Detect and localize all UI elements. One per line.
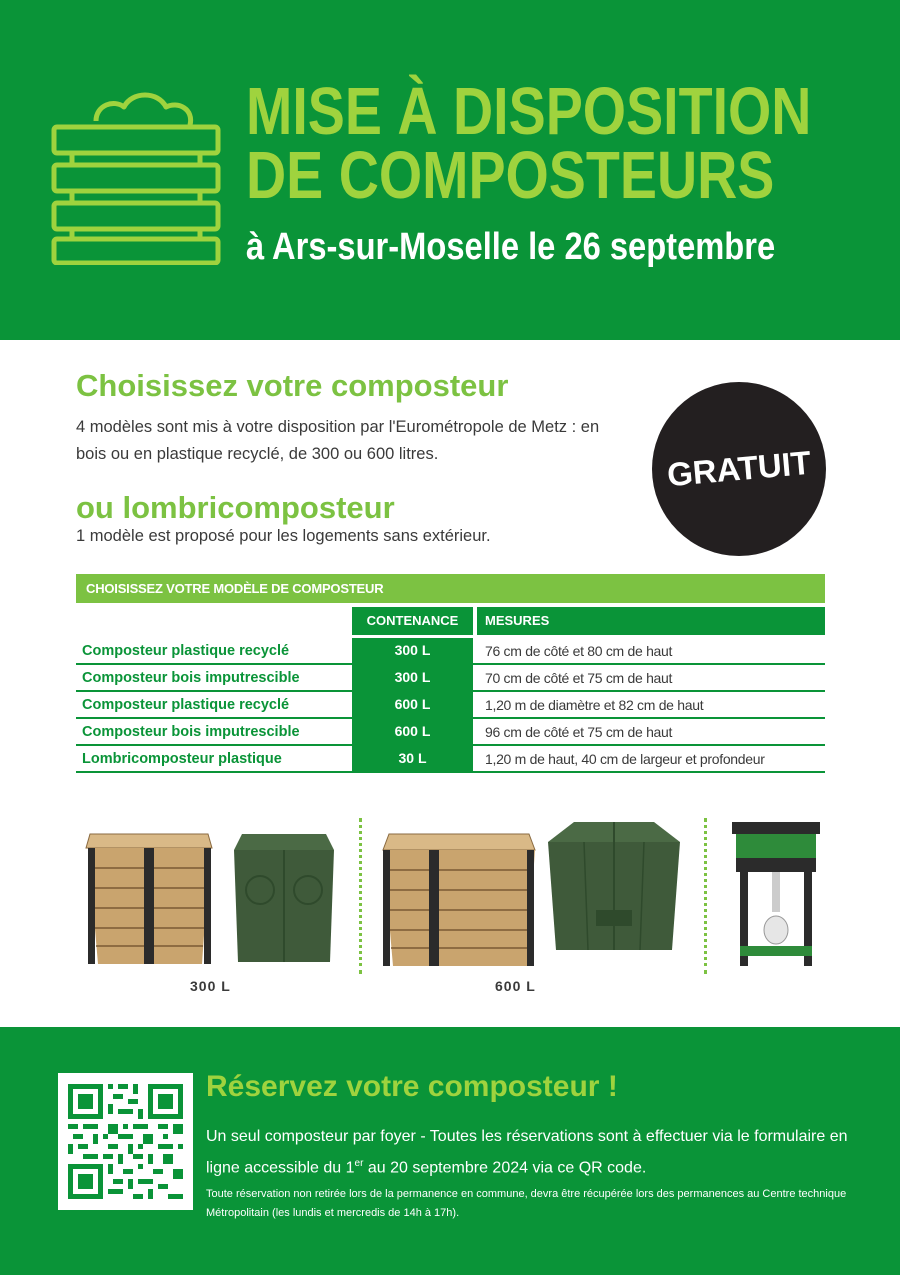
table-title: CHOISISSEZ VOTRE MODÈLE DE COMPOSTEUR	[76, 574, 825, 603]
model-measures: 70 cm de côté et 75 cm de haut	[485, 670, 673, 686]
heading-vermicomposter: ou lombricomposteur	[76, 490, 395, 525]
header-banner	[0, 0, 900, 340]
model-capacity: 600 L	[352, 719, 473, 744]
vermicomposter-image	[728, 820, 824, 970]
product-divider	[704, 818, 707, 974]
product-divider	[359, 818, 362, 974]
model-name: Lombricomposteur plastique	[82, 751, 282, 767]
plastic-composter-600-image	[544, 818, 684, 954]
wooden-composter-600-image	[381, 826, 537, 970]
table-row	[76, 692, 825, 719]
volume-label-600: 600 L	[495, 978, 536, 994]
heading-choose-composter: Choisissez votre composteur	[76, 368, 509, 403]
model-measures: 1,20 m de diamètre et 82 cm de haut	[485, 697, 704, 713]
model-capacity: 300 L	[352, 638, 473, 663]
plastic-composter-300-image	[232, 830, 336, 964]
reserve-text	[206, 1123, 866, 1181]
table-row	[76, 665, 825, 692]
volume-label-300: 300 L	[190, 978, 231, 994]
free-badge	[652, 382, 826, 556]
reserve-text-part2: au 20 septembre 2024 via ce QR code.	[363, 1159, 647, 1177]
column-header-capacity: CONTENANCE	[352, 607, 473, 635]
intro-text: 4 modèles sont mis à votre disposition par l'Eurométropole de Metz : en bois ou en plastique recyclé, de 300 ou 600 litres.	[76, 418, 600, 463]
model-measures: 96 cm de côté et 75 cm de haut	[485, 724, 673, 740]
column-header-measures: MESURES	[477, 607, 825, 635]
model-capacity: 300 L	[352, 665, 473, 690]
model-name: Composteur plastique recyclé	[82, 697, 290, 713]
title-line-1: MISE À DISPOSITION	[246, 74, 812, 149]
qr-code[interactable]	[58, 1073, 193, 1210]
model-capacity: 30 L	[352, 746, 473, 771]
table-row	[76, 719, 825, 746]
model-name: Composteur plastique recyclé	[82, 643, 290, 659]
page-title	[246, 74, 812, 213]
reserve-heading: Réservez votre composteur !	[206, 1070, 618, 1103]
model-name: Composteur bois imputrescible	[82, 670, 300, 686]
page-subtitle: à Ars-sur-Moselle le 26 septembre	[246, 226, 776, 268]
reserve-text-part1: Un seul composteur par foyer - Toutes les réservations sont à effectuer via le formulaire en ligne accessible du 1	[206, 1128, 848, 1177]
reserve-text-sup: er	[354, 1158, 364, 1169]
model-name: Composteur bois imputrescible	[82, 724, 300, 740]
reserve-note: Toute réservation non retirée lors de la permanence en commune, devra être récupérée lors des permanences au Centre technique Métropolitain (les lundis et mercredis de 14h à 17h).	[206, 1188, 847, 1219]
free-badge-label: GRATUIT	[665, 443, 813, 494]
table-row	[76, 746, 825, 773]
vermicomposter-text: 1 modèle est proposé pour les logements sans extérieur.	[76, 527, 491, 545]
qr-code-icon	[68, 1083, 183, 1200]
table-row	[76, 638, 825, 665]
model-measures: 76 cm de côté et 80 cm de haut	[485, 643, 673, 659]
model-measures: 1,20 m de haut, 40 cm de largeur et profondeur	[485, 751, 765, 767]
title-line-2: DE COMPOSTEURS	[246, 138, 775, 213]
compost-bin-icon	[50, 85, 222, 265]
wooden-composter-300-image	[84, 822, 216, 968]
model-capacity: 600 L	[352, 692, 473, 717]
